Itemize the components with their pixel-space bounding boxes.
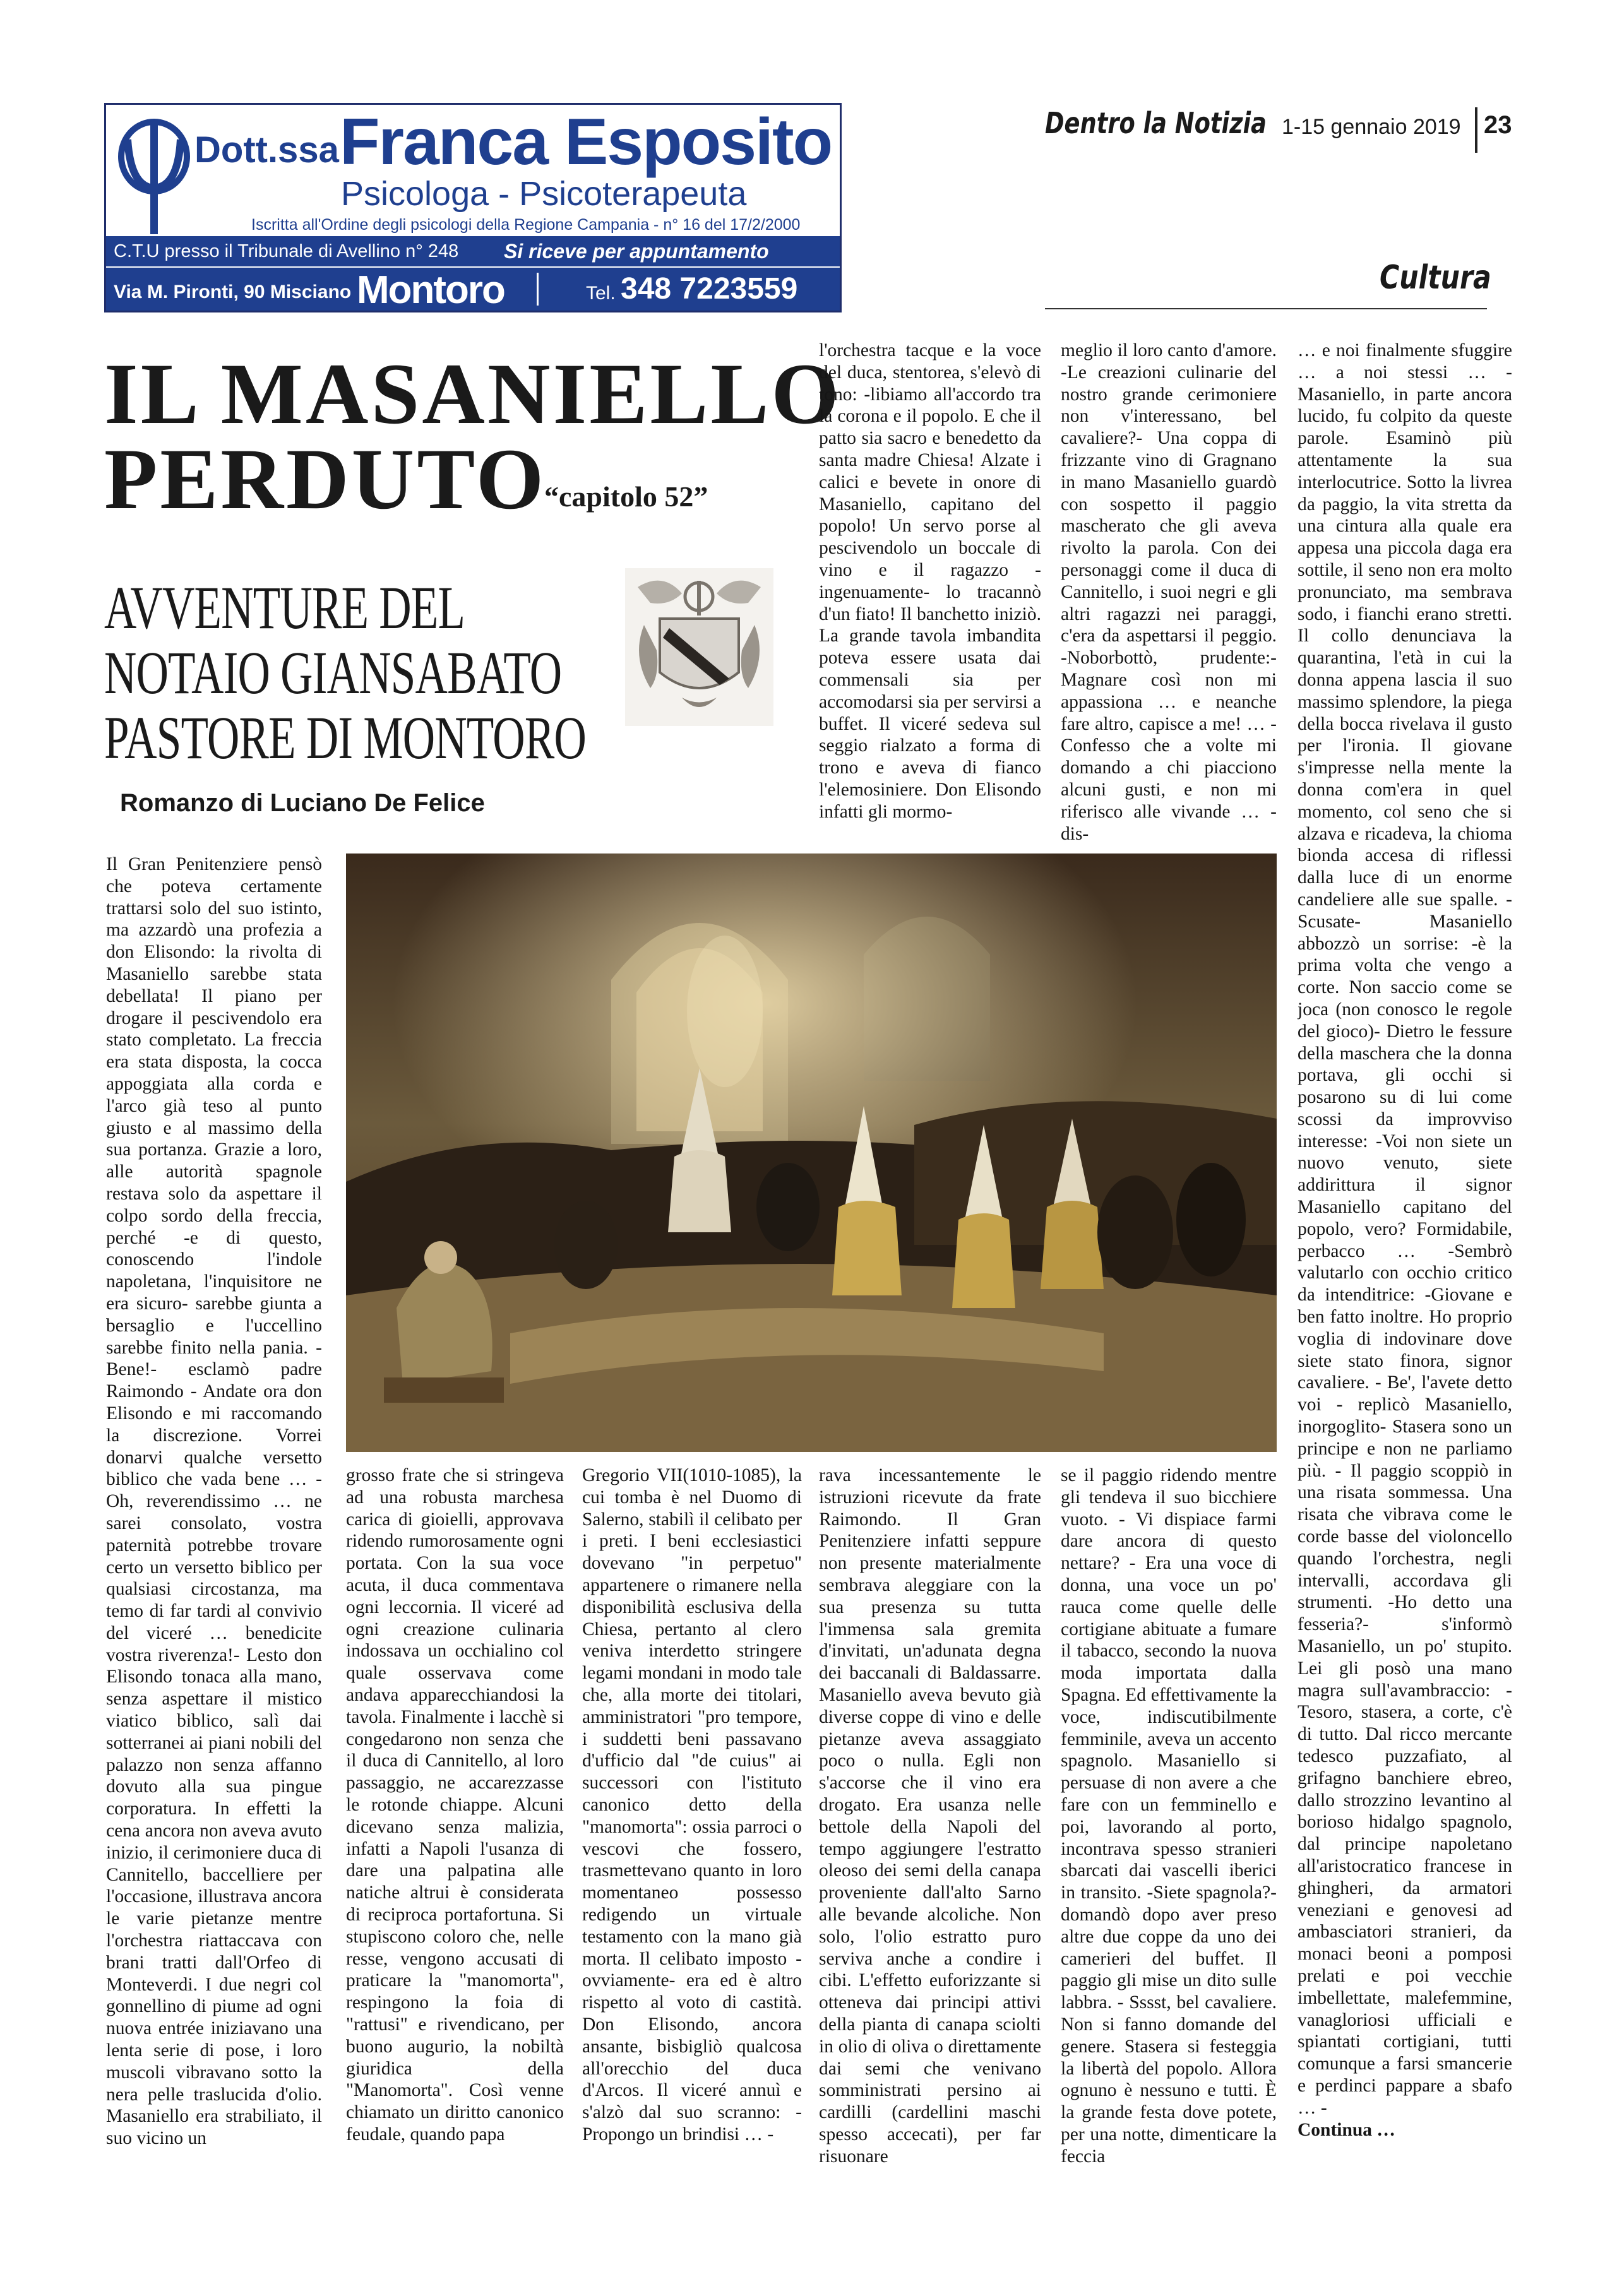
chapter-label: “capitolo 52” bbox=[544, 480, 708, 513]
advert-info-bar bbox=[106, 236, 840, 266]
category-label: Cultura bbox=[1380, 259, 1491, 297]
article-column-5-top bbox=[1061, 340, 1277, 870]
article-column-4-top bbox=[819, 340, 1041, 845]
article-paragraph: l'orchestra tacque e la voce del duca, stentorea, s'elevò di tono: -libiamo all'accordo tra la corona e il popolo. E che il patto sia sacro e benedetto da santa madre Chiesa! Alzate i calici e bevete in onore di Masaniello, capitano del popolo! Un servo porse al pescivendolo un boccale di vino e il ragazzo -ingenuamente- lo tracannò d'un fiato! Il banchetto iniziò. La grande tavola imbandita poteva essere usata dai commensali sia per accomodarsi sia per servirsi a buffet. Il viceré sedeva sul seggio rialzato a forma di trono e aveva di fianco l'elemosiniere. Don Elisondo infatti gli mormo- bbox=[819, 340, 1041, 822]
advert-appointment: Si riceve per appuntamento bbox=[504, 240, 769, 263]
article-column-5-bottom bbox=[1061, 1465, 1277, 2280]
article-paragraph: rava incessantemente le istruzioni ricevute da frate Raimondo. Il Gran Penitenziere infatti seppure non presente materialmente sembrava aleggiare con la sua presenza su tutta l'immensa sala gremita d'invitati, un'adunata degna dei baccanali di Baldassarre. Masaniello aveva bevuto già diverse coppe di vino e delle pietanze aveva assaggiato poco o nulla. Egli non s'accorse che il vino era drogato. Era usanza nelle bettole della Napoli del tempo aggiungere l'estratto oleoso dei semi della canapa proveniente dall'alto Sarno alle bevande alcoliche. Non solo, l'olio estratto puro serviva anche a condire i cibi. L'effetto euforizzante si otteneva dai principi attivi della pianta di canapa sciolti in olio di oliva o direttamente dai semi che venivano somministrati persino ai cardilli (cardellini maschi spesso accecati), per far risuonare bbox=[819, 1465, 1041, 2167]
page-number: 23 bbox=[1484, 111, 1512, 139]
advert-ctu: C.T.U presso il Tribunale di Avellino n° 248 bbox=[114, 241, 459, 261]
article-paragraph: meglio il loro canto d'amore. -Le creazioni culinarie del nostro grande cerimoniere non v'interessano, bel cavaliere?- Una coppa di frizzante vino di Gragnano in mano Masaniello guardò con sospetto il paggio mascherato che gli aveva rivolto la parola. Con dei personaggi come il duca di Cannitello, i suoi negri e gli altri ragazzi nei paraggi, c'era da aspettarsi il peggio. -Noborbottò, prudente:- Magnare così non mi appassiona … e neanche fare altro, capisce a me! … -Confesso che a volte mi domando a chi piacciono alcuni gusti, e non mi riferisco alle vivande … - dis- bbox=[1061, 340, 1277, 844]
divider bbox=[1045, 308, 1487, 309]
subtitle-line-2: NOTAIO GIANSABATO bbox=[104, 639, 562, 706]
subtitle-line-3: PASTORE DI MONTORO bbox=[104, 704, 587, 771]
advert-tel-label: Tel. bbox=[586, 283, 616, 304]
advertisement-box bbox=[104, 103, 842, 312]
advert-profession: Psicologa - Psicoterapeuta bbox=[341, 175, 747, 213]
article-column-3 bbox=[582, 1465, 802, 2280]
article-column-6 bbox=[1298, 340, 1512, 2280]
issue-date: 1-15 gennaio 2019 bbox=[1282, 115, 1461, 139]
continue-label: Continua … bbox=[1298, 2119, 1395, 2140]
article-paragraph: se il paggio ridendo mentre gli tendeva il suo bicchiere vuoto. - Vi dispiace farmi dare ancora di questo nettare? - Era una voce di donna, una voce un po' rauca come quelle delle cortigiane abituate a fumare il tabacco, secondo la nuova moda importata dalla Spagna. Ed effettivamente la voce, indiscutibilmente femminile, aveva un accento spagnolo. Masaniello si persuase di non avere a che fare con un femminello e poi, lavorando al porto, incontrava spesso stranieri sbarcati dai vascelli iberici in transito. -Siete spagnola?- domandò dopo aver preso altre due coppe da uno dei camerieri del buffet. Il paggio gli mise un dito sulle labbra. - Sssst, bel cavaliere. Non si fanno domande del genere. Stasera si festeggia la libertà del popolo. Allora ognuno è nessuno e tutti. È la grande festa dove potete, per una notte, dimenticare la feccia bbox=[1061, 1465, 1277, 2167]
inquisition-painting-image bbox=[346, 854, 1277, 1452]
subtitle-line-1: AVVENTURE DEL bbox=[104, 574, 465, 641]
divider bbox=[1475, 107, 1477, 153]
article-column-4-bottom bbox=[819, 1465, 1041, 2280]
advert-address: Via M. Pironti, 90 Misciano bbox=[114, 282, 352, 302]
advert-registration: Iscritta all'Ordine degli psicologi della Regione Campania - n° 16 del 17/2/2000 bbox=[251, 216, 801, 234]
advert-contact-bar bbox=[106, 266, 840, 312]
article-column-2 bbox=[346, 1465, 564, 2280]
advert-town: Montoro bbox=[357, 268, 504, 312]
article-title-line-1: IL MASANIELLO bbox=[104, 345, 842, 442]
coat-of-arms-icon bbox=[625, 568, 773, 726]
advert-phone: 348 7223559 bbox=[621, 272, 798, 306]
article-paragraph: Gregorio VII(1010-1085), la cui tomba è nel Duomo di Salerno, stabilì il celibato per i preti. I beni ecclesiastici dovevano "in perpetuo" appartenere o rimanere nella disponibilità esclusiva della Chiesa, pertanto al clero veniva interdetto stringere legami mondani in modo tale che, alla morte dei titolari, amministratori "pro tempore, i suddetti beni passavano d'ufficio dal "de cuius" ai successori con l'istituto canonico detto della "manomorta": ossia parroci o vescovi che fossero, trasmettevano quanto in loro momentaneo possesso redigendo un virtuale testamento con la mano già morta. Il celibato imposto -ovviamente- era ed è altro rispetto al voto di castità. Don Elisondo, ancora ansante, bisbigliò qualcosa all'orecchio del duca d'Arcos. Il viceré annuì e s'alzò dal suo scranno: -Propongo un brindisi … - bbox=[582, 1465, 802, 2144]
article-paragraph: … e noi finalmente sfuggire … a noi stessi … - Masaniello, in parte ancora lucido, fu colpito da queste parole. Esaminò più attentamente la sua interlocutrice. Sotto la livrea da paggio, la vita stretta da una cintura alla quale era appesa una piccola daga era sottile, il seno non era molto pronunciato, ma sembrava sodo, i fianchi erano stretti. Il collo denunciava la quarantina, l'età in cui la donna appena lascia il suo massimo splendore, la piega della bocca rivelava il gusto per l'ironia. Il giovane s'impresse nella mente la donna com'era in quel momento, col seno che si alzava e ricadeva, la chioma bionda accesa di riflessi dalla luce di un enorme candeliere alle sue spalle. -Scusate- Masaniello abbozzò un sorrise: -è la prima volta che vengo a corte. Non saccio come se joca (non conosco le regole del gioco)- Dietro le fessure della maschera che la donna portava, gli occhi si posarono su di lui come scossi da improvviso interesse: -Voi non siete un nuovo venuto, siete addirittura il signor Masaniello capitano del popolo, vero? Formidabile, perbacco … -Sembrò valutarlo con occhio critico da intenditrice: -Giovane e ben fatto inoltre. Ho proprio voglia di indovinare dove siete stato finora, signor cavaliere. - Be', l'avete detto voi - replicò Masaniello, inorgoglito- Stasera sono un principe e non ne parliamo più. - Il paggio scoppiò in una risata sommessa. Una risata che vibrava come le corde basse del violoncello quando l'orchestra, negli intervalli, accordava gli strumenti. -Ho detto una fesseria?- s'informò Masaniello, un po' stupito. Lei gli posò una mano magra sull'avambraccio: -Tesoro, stasera, a corte, c'è di tutto. Dal ricco mercante tedesco puzzafiato, al grifagno banchiere ebreo, dallo strozzino levantino al borioso hidalgo spagnolo, dal principe napoletano all'aristocratico francese in ghingheri, da armatori veneziani e genovesi ad ambasciatori stranieri, da monaci beoni a pomposi prelati e poi vecchie imbellettate, malefemmine, vanagloriosi ufficiali e spiantati cortigiani, tutti comunque a farsi smancerie e perdinci pappare a sbafo … - bbox=[1298, 340, 1512, 2118]
author-byline: Romanzo di Luciano De Felice bbox=[120, 789, 485, 817]
article-column-1 bbox=[106, 854, 322, 2280]
divider bbox=[537, 273, 539, 306]
article-paragraph: grosso frate che si stringeva ad una robusta marchesa carica di gioielli, approvava ridendo rumorosamente ogni portata. Con la sua voce acuta, il duca commentava ogni leccornia. Il viceré ad ogni creazione culinaria indossava un occhialino col quale osservava come andava apparecchiandosi la tavola. Finalmente i lacchè si congedarono non senza che il duca di Cannitello, al loro passaggio, ne accarezzasse le rotonde chiappe. Alcuni dicevano senza malizia, infatti a Napoli l'usanza di dare una palpatina alle natiche altrui è considerata di reciproca portafortuna. Si stupiscono coloro che, nelle resse, vengono accusati di praticare la "manomorta", respingono la foia di "rattusi" e rivendicano, per buono augurio, la nobiltà giuridica della "Manomorta". Così venne chiamato un diritto canonico feudale, quando papa bbox=[346, 1465, 564, 2144]
article-paragraph: Il Gran Penitenziere pensò che poteva certamente trattarsi solo del suo istinto, ma azzardò una profezia a don Elisondo: la rivolta di Masaniello sarebbe stata debellata! Il piano per drogare il pescivendolo era stato completato. La freccia era stata disposta, la cocca appoggiata alla corda e l'arco già teso al punto giusto e al massimo della sua portanza. Grazie a loro, alle autorità spagnole restava solo da aspettare il colpo sordo della freccia, perché -e di questo, conoscendo l'indole napoletana, l'inquisitore ne era sicuro- sarebbe giunta a bersaglio e l'uccellino sarebbe finito nella pania. -Bene!- esclamò padre Raimondo - Andate ora don Elisondo e mi raccomando la discrezione. Vorrei donarvi qualche versetto biblico che vada bene … -Oh, reverendissimo … ne sarei consolato, vostra paternità potrebbe trovare certo un versetto biblico per qualsiasi circostanza, ma temo di far tardi al convivio del viceré … benedicite vostra riverenza!- Lesto don Elisondo tonaca alla mano, senza aspettare il mistico viatico biblico, salì dai sotterranei ai piani nobili del palazzo non senza affanno dovuto alla sua pingue corporatura. In effetti la cena ancora non aveva avuto inizio, il cerimoniere duca di Cannitello, baccelliere per l'occasione, illustrava ancora le varie pietanze mentre l'orchestra riattaccava con brani tratti dall'Orfeo di Monteverdi. I due negri col gonnellino di piume ad ogni nuova entrée iniziavano una lenta serie di pose, i loro muscoli vibravano sotto la nera pelle traslucida d'olio. Masaniello era strabiliato, il suo vicino un bbox=[106, 854, 322, 2149]
advert-prefix: Dott.ssa bbox=[194, 129, 339, 170]
psi-symbol-icon bbox=[115, 111, 197, 237]
advert-name: Franca Esposito bbox=[340, 105, 832, 179]
section-title: Dentro la Notizia bbox=[1045, 106, 1267, 140]
article-title-line-2: PERDUTO bbox=[104, 431, 547, 527]
